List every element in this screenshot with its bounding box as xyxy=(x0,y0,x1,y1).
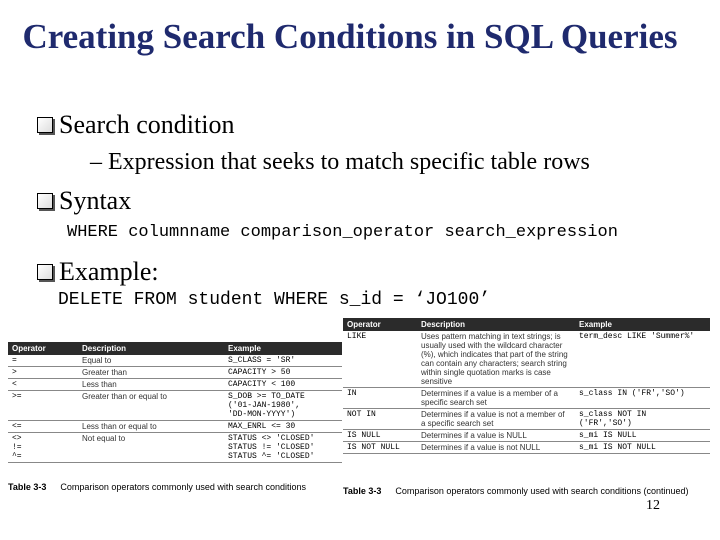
description-cell: Not equal to xyxy=(78,433,224,463)
operator-cell: IS NOT NULL xyxy=(343,442,417,454)
column-header: Example xyxy=(224,342,342,355)
comparison-operators-table-continued xyxy=(343,318,710,454)
description-cell: Less than xyxy=(78,379,224,391)
bullet-label: Syntax xyxy=(59,186,132,215)
table-row xyxy=(8,433,342,463)
table-header-row xyxy=(343,318,710,331)
table-row xyxy=(8,355,342,367)
example-cell: S_CLASS = 'SR' xyxy=(224,355,342,367)
checkbox-bullet-icon xyxy=(37,193,53,209)
example-cell: term_desc LIKE 'Summer%' xyxy=(575,331,710,388)
description-cell: Greater than xyxy=(78,367,224,379)
caption-text: Comparison operators commonly used with search conditions xyxy=(60,482,306,492)
description-cell: Uses pattern matching in text strings; is usually used with the wildcard character (%), which indicates that part of the string can contain any characters; search string within single quotation marks is case sensitive xyxy=(417,331,575,388)
table-row xyxy=(343,430,710,442)
table-header-row xyxy=(8,342,342,355)
column-header: Description xyxy=(78,342,224,355)
operator-cell: <> != ^= xyxy=(8,433,78,463)
example-code: DELETE FROM student WHERE s_id = ‘JO100’ xyxy=(58,290,491,310)
description-cell: Equal to xyxy=(78,355,224,367)
syntax-code: WHERE columnname comparison_operator search_expression xyxy=(67,223,618,242)
description-cell: Determines if a value is not a member of a specific search set xyxy=(417,409,575,430)
bullet-label: Search condition xyxy=(59,110,235,139)
column-header: Description xyxy=(417,318,575,331)
caption-label: Table 3-3 xyxy=(343,486,382,496)
table-caption xyxy=(8,482,306,492)
checkbox-bullet-icon xyxy=(37,117,53,133)
example-cell: CAPACITY > 50 xyxy=(224,367,342,379)
operator-cell: NOT IN xyxy=(343,409,417,430)
column-header: Operator xyxy=(8,342,78,355)
example-cell: s_mi IS NOT NULL xyxy=(575,442,710,454)
column-header: Example xyxy=(575,318,710,331)
example-cell: s_mi IS NULL xyxy=(575,430,710,442)
sub-bullet: – Expression that seeks to match specific table rows xyxy=(90,149,590,175)
description-cell: Determines if a value is not NULL xyxy=(417,442,575,454)
table-row xyxy=(343,442,710,454)
bullet-label: Example: xyxy=(59,257,159,286)
operator-cell: >= xyxy=(8,391,78,421)
checkbox-bullet-icon xyxy=(37,264,53,280)
description-cell: Greater than or equal to xyxy=(78,391,224,421)
bullet-search-condition xyxy=(37,110,234,140)
table-caption xyxy=(343,486,689,496)
table-row xyxy=(343,331,710,388)
table-row xyxy=(8,421,342,433)
column-header: Operator xyxy=(343,318,417,331)
operator-cell: < xyxy=(8,379,78,391)
table-row xyxy=(8,367,342,379)
table-row xyxy=(343,409,710,430)
comparison-operators-table xyxy=(8,342,342,463)
page-number: 12 xyxy=(646,498,660,513)
table-row xyxy=(343,388,710,409)
slide-title: Creating Search Conditions in SQL Queries xyxy=(22,17,678,56)
description-cell: Determines if a value is NULL xyxy=(417,430,575,442)
description-cell: Less than or equal to xyxy=(78,421,224,433)
example-cell: MAX_ENRL <= 30 xyxy=(224,421,342,433)
example-cell: CAPACITY < 100 xyxy=(224,379,342,391)
operator-cell: <= xyxy=(8,421,78,433)
example-cell: STATUS <> 'CLOSED' STATUS != 'CLOSED' STATUS ^= 'CLOSED' xyxy=(224,433,342,463)
caption-text: Comparison operators commonly used with search conditions (continued) xyxy=(395,486,689,496)
operator-cell: IN xyxy=(343,388,417,409)
caption-label: Table 3-3 xyxy=(8,482,47,492)
operator-cell: > xyxy=(8,367,78,379)
operator-cell: = xyxy=(8,355,78,367)
description-cell: Determines if a value is a member of a specific search set xyxy=(417,388,575,409)
example-cell: S_DOB >= TO_DATE ('01-JAN-1980', 'DD-MON-YYYY') xyxy=(224,391,342,421)
example-cell: s_class NOT IN ('FR','SO') xyxy=(575,409,710,430)
bullet-syntax xyxy=(37,186,131,216)
operator-cell: IS NULL xyxy=(343,430,417,442)
bullet-example xyxy=(37,257,159,287)
table-row xyxy=(8,379,342,391)
example-cell: s_class IN ('FR','SO') xyxy=(575,388,710,409)
operator-cell: LIKE xyxy=(343,331,417,388)
table-row xyxy=(8,391,342,421)
